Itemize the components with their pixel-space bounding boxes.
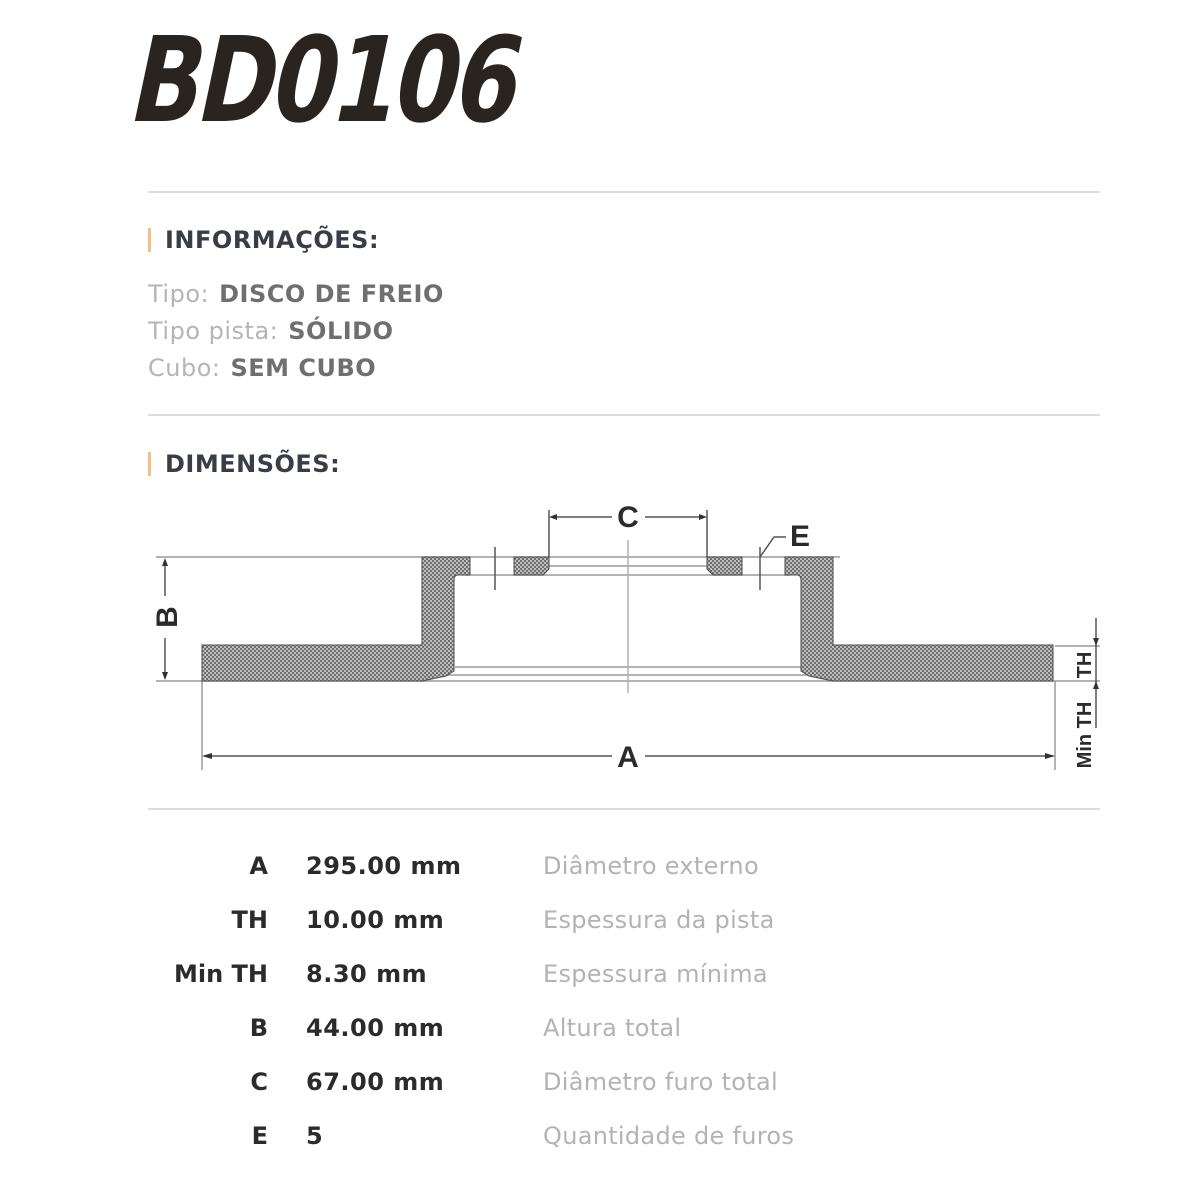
info-heading	[148, 226, 379, 254]
accent-bar	[148, 228, 151, 252]
info-label: Tipo pista:	[148, 317, 279, 345]
info-heading-text: INFORMAÇÕES:	[165, 226, 380, 254]
dimension-value: 67.00 mm	[306, 1068, 445, 1096]
dimension-value: 44.00 mm	[306, 1014, 445, 1042]
dimension-description: Altura total	[543, 1014, 682, 1042]
dimension-row	[150, 906, 850, 946]
dimension-key: C	[250, 1068, 268, 1096]
dimension-row	[150, 1122, 850, 1162]
dimension-key: Min TH	[173, 960, 268, 988]
dimension-value: 10.00 mm	[306, 906, 445, 934]
dimension-row	[150, 852, 850, 892]
info-value: SÓLIDO	[288, 317, 394, 345]
info-label: Tipo:	[148, 280, 210, 308]
label-b: B	[151, 606, 184, 628]
dimension-description: Diâmetro furo total	[543, 1068, 778, 1096]
info-row-tipo-pista	[148, 317, 393, 345]
dimension-value: 5	[306, 1122, 324, 1150]
dimensions-heading-text: DIMENSÕES:	[165, 450, 341, 478]
product-code: BD0106	[120, 11, 534, 149]
label-th: TH	[1074, 651, 1096, 679]
info-value: SEM CUBO	[230, 354, 377, 382]
dimension-value: 8.30 mm	[306, 960, 428, 988]
label-c: C	[617, 501, 639, 534]
info-row-cubo	[148, 354, 376, 382]
dimension-row	[150, 1068, 850, 1108]
accent-bar	[148, 452, 151, 476]
divider	[148, 191, 1100, 193]
dimension-row	[150, 960, 850, 1000]
dimension-description: Diâmetro externo	[543, 852, 759, 880]
dimension-row	[150, 1014, 850, 1054]
label-min-th: Min TH	[1074, 701, 1096, 769]
info-row-tipo	[148, 280, 444, 308]
label-e: E	[789, 520, 811, 553]
dimension-key: TH	[231, 906, 268, 934]
dimension-description: Espessura mínima	[543, 960, 768, 988]
info-value: DISCO DE FREIO	[219, 280, 444, 308]
divider	[148, 808, 1100, 810]
dimension-key: A	[249, 852, 268, 880]
dimension-key: E	[251, 1122, 268, 1150]
brake-disc-cross-section-diagram	[150, 495, 1110, 785]
dimensions-heading	[148, 450, 340, 478]
label-a: A	[617, 741, 639, 774]
divider	[148, 414, 1100, 416]
dimension-description: Quantidade de furos	[543, 1122, 795, 1150]
dimension-description: Espessura da pista	[543, 906, 775, 934]
info-label: Cubo:	[148, 354, 221, 382]
dimension-value: 295.00 mm	[306, 852, 462, 880]
dimension-key: B	[249, 1014, 268, 1042]
